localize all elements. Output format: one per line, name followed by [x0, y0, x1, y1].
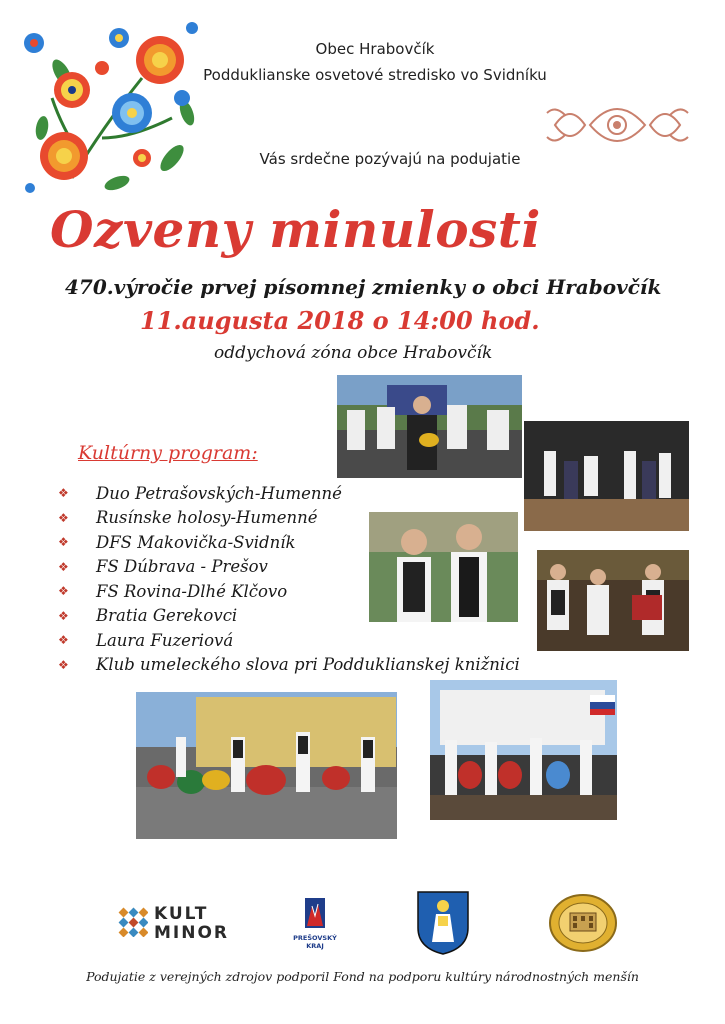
event-title: Ozveny minulosti [50, 200, 541, 259]
diamond-bullet-icon: ❖ [58, 608, 69, 623]
event-date: 11.augusta 2018 o 14:00 hod. [140, 306, 540, 335]
kult-minor-logo-icon [118, 903, 243, 948]
folk-flower-ornament-icon [22, 18, 202, 196]
photo-musicians [337, 375, 522, 478]
osvetove-stredisko-seal-icon [548, 893, 618, 953]
photo-stage-group [430, 680, 617, 820]
folk-ornament-border-icon [545, 95, 690, 155]
list-item: ❖ Rusínske holosy-Humenné [58, 508, 318, 528]
event-subtitle: 470.výročie prvej písomnej zmienky o obci Hrabovčík [65, 275, 662, 299]
photo-outdoor-dancers [136, 692, 397, 839]
diamond-bullet-icon: ❖ [58, 584, 69, 599]
list-item: ❖ Laura Fuzeriová [58, 630, 234, 650]
event-place: oddychová zóna obce Hrabovčík [214, 343, 493, 363]
presov-line-1: PREŠOVSKÝ [293, 934, 337, 942]
photo-accordion-musicians [537, 550, 689, 651]
diamond-bullet-icon: ❖ [58, 535, 69, 550]
diamond-bullet-icon: ❖ [58, 486, 69, 501]
village-coat-of-arms-icon [416, 890, 470, 956]
presov-kraj-logo-icon [290, 898, 340, 953]
photo-couple [369, 512, 518, 622]
organizer-1: Obec Hrabovčík [315, 40, 435, 58]
list-item: ❖ DFS Makovička-Svidník [58, 532, 296, 552]
diamond-bullet-icon: ❖ [58, 633, 69, 648]
diamond-bullet-icon: ❖ [58, 510, 69, 525]
kult-line-1: KULT [154, 904, 209, 924]
list-item: ❖ FS Rovina-Dlhé Klčovo [58, 581, 288, 601]
footer-funding-note: Podujatie z verejných zdrojov podporil Fond na podporu kultúry národnostných menšín [86, 969, 639, 984]
organizer-2: Podduklianske osvetové stredisko vo Svidníku [203, 66, 547, 84]
diamond-bullet-icon: ❖ [58, 559, 69, 574]
list-item: ❖ FS Dúbrava - Prešov [58, 557, 268, 577]
invitation-text: Vás srdečne pozývajú na podujatie [259, 150, 521, 168]
diamond-bullet-icon: ❖ [58, 657, 69, 672]
list-item: ❖ Duo Petrašovských-Humenné [58, 483, 342, 503]
kult-line-2: MINOR [154, 923, 230, 943]
presov-line-2: KRAJ [306, 942, 324, 950]
program-heading: Kultúrny program: [78, 442, 258, 464]
list-item: ❖ Bratia Gerekovci [58, 606, 238, 626]
list-item: ❖ Klub umeleckého slova pri Podduklianskej knižnici [58, 655, 520, 675]
